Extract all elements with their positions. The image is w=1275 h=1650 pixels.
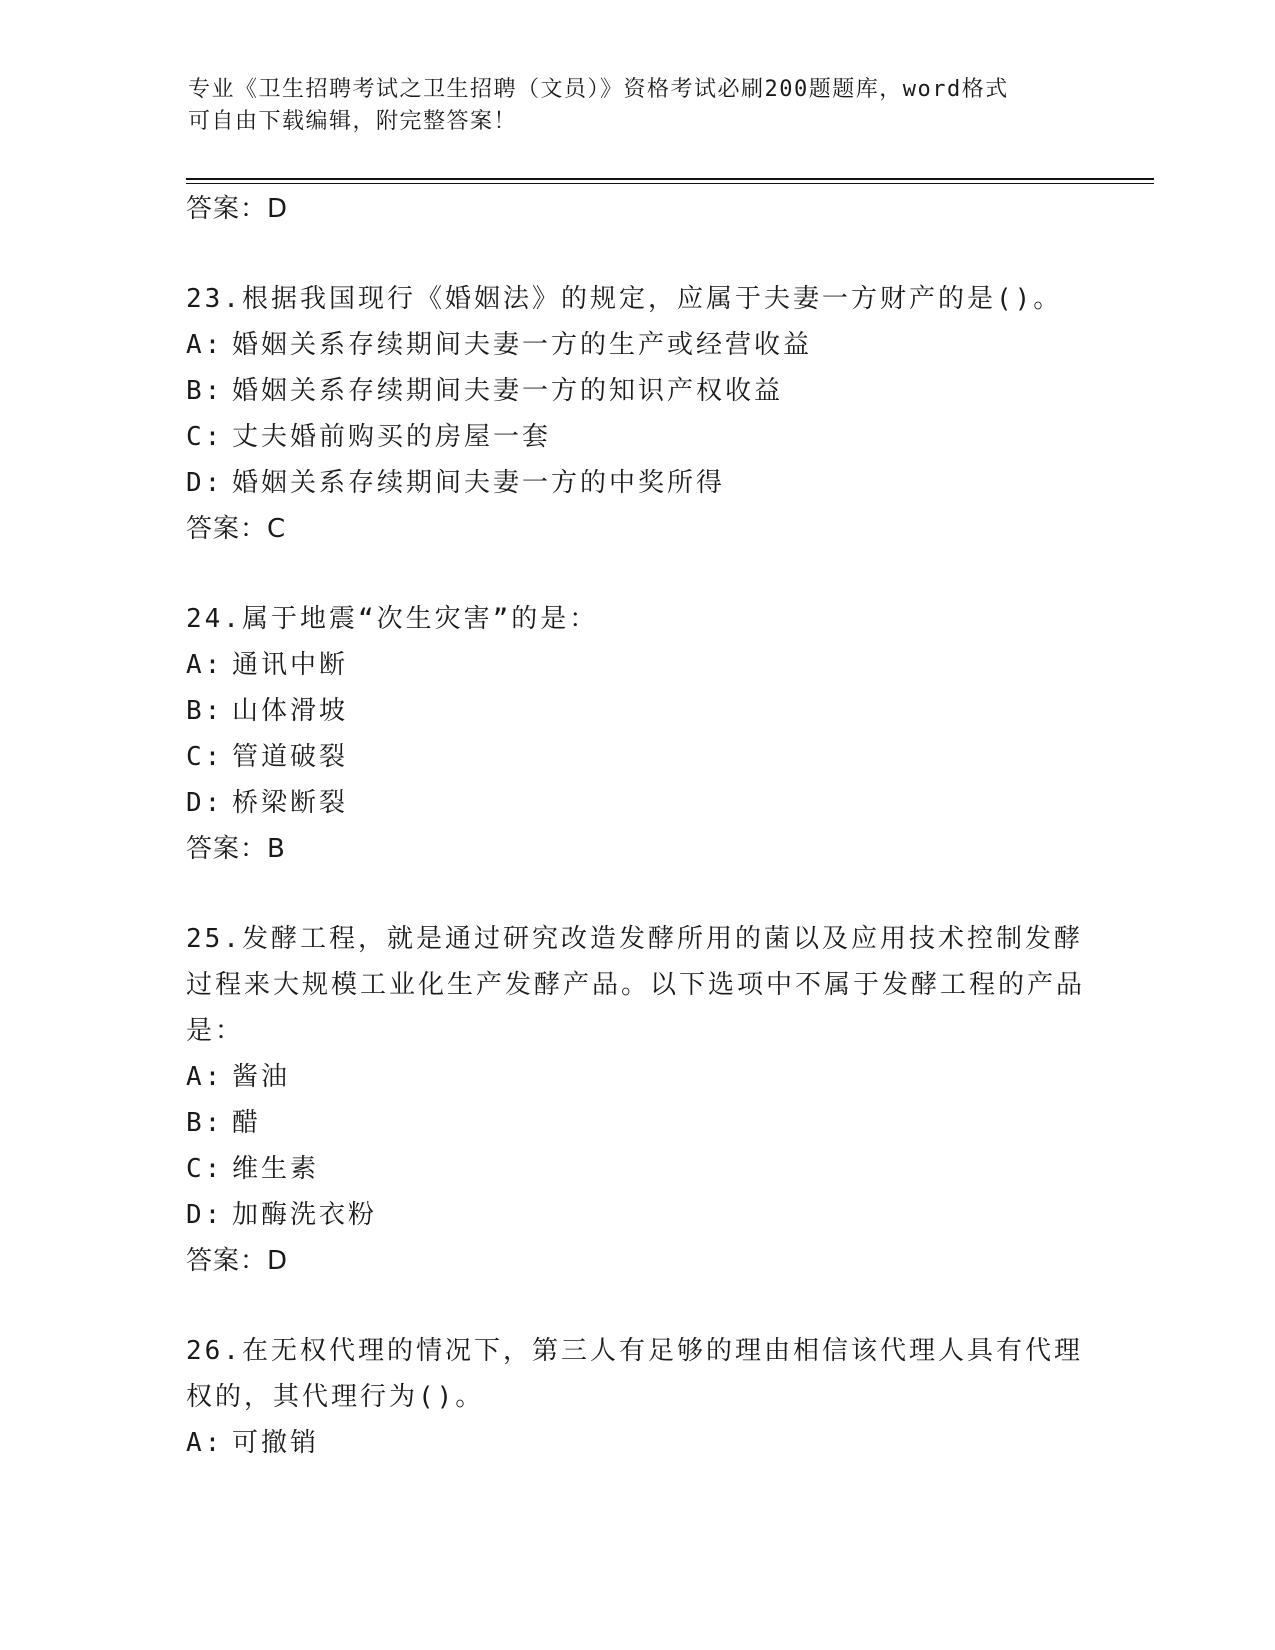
option-letter: B: [186, 1108, 224, 1138]
header-line-1: 专业《卫生招聘考试之卫生招聘（文员）》资格考试必刷200题题库，word格式 [188, 77, 1009, 102]
option-text: 可撤销 [232, 1428, 320, 1458]
option-d [186, 1192, 1086, 1238]
block-spacer [186, 1284, 1086, 1328]
option-text: 桥梁断裂 [232, 788, 349, 818]
option-a [186, 642, 1086, 688]
block-spacer [186, 552, 1086, 596]
header-divider-thick [186, 178, 1154, 180]
option-d [186, 460, 1086, 506]
option-text: 通讯中断 [232, 650, 349, 680]
header-divider-thin [186, 183, 1154, 184]
option-letter: A: [186, 1428, 224, 1458]
option-letter: C: [186, 1154, 224, 1184]
option-letter: B: [186, 696, 224, 726]
option-letter: C: [186, 422, 224, 452]
question-text: 26.在无权代理的情况下，第三人有足够的理由相信该代理人具有代理权的，其代理行为()。 [186, 1336, 1083, 1412]
question-text: 25.发酵工程，就是通过研究改造发酵所用的菌以及应用技术控制发酵过程来大规模工业化生产发酵产品。以下选项中不属于发酵工程的产品是： [186, 924, 1086, 1046]
option-text: 管道破裂 [232, 742, 349, 772]
option-c [186, 414, 1086, 460]
option-text: 醋 [232, 1108, 262, 1138]
option-letter: D: [186, 788, 224, 818]
document-header [188, 74, 1068, 138]
option-text: 婚姻关系存续期间夫妻一方的知识产权收益 [232, 376, 784, 406]
option-text: 婚姻关系存续期间夫妻一方的中奖所得 [232, 468, 726, 498]
option-text: 加酶洗衣粉 [232, 1200, 378, 1230]
question-block-24 [186, 596, 1086, 872]
option-text: 酱油 [232, 1062, 291, 1092]
option-text: 山体滑坡 [232, 696, 349, 726]
option-text: 丈夫婚前购买的房屋一套 [232, 422, 552, 452]
option-letter: C: [186, 742, 224, 772]
header-line-2: 可自由下载编辑，附完整答案！ [188, 109, 518, 134]
option-b [186, 368, 1086, 414]
option-letter: A: [186, 1062, 224, 1092]
option-letter: A: [186, 330, 224, 360]
option-c [186, 1146, 1086, 1192]
option-b [186, 1100, 1086, 1146]
option-a [186, 322, 1086, 368]
document-body [186, 186, 1086, 1466]
block-spacer [186, 232, 1086, 276]
question-text: 23.根据我国现行《婚姻法》的规定，应属于夫妻一方财产的是()。 [186, 284, 1063, 314]
option-text: 维生素 [232, 1154, 320, 1184]
block-spacer [186, 872, 1086, 916]
answer-line: 答案：B [186, 834, 286, 864]
option-d [186, 780, 1086, 826]
option-letter: D: [186, 468, 224, 498]
question-block-23 [186, 276, 1086, 552]
option-a [186, 1420, 1086, 1466]
option-letter: A: [186, 650, 224, 680]
option-letter: D: [186, 1200, 224, 1230]
question-text: 24.属于地震“次生灾害”的是： [186, 604, 599, 634]
question-block-26 [186, 1328, 1086, 1466]
option-a [186, 1054, 1086, 1100]
option-letter: B: [186, 376, 224, 406]
option-c [186, 734, 1086, 780]
question-block-25 [186, 916, 1086, 1284]
answer-line: 答案：D [186, 194, 289, 224]
answer-line: 答案：C [186, 514, 287, 544]
answer-line: 答案：D [186, 1246, 289, 1276]
option-text: 婚姻关系存续期间夫妻一方的生产或经营收益 [232, 330, 813, 360]
option-b [186, 688, 1086, 734]
